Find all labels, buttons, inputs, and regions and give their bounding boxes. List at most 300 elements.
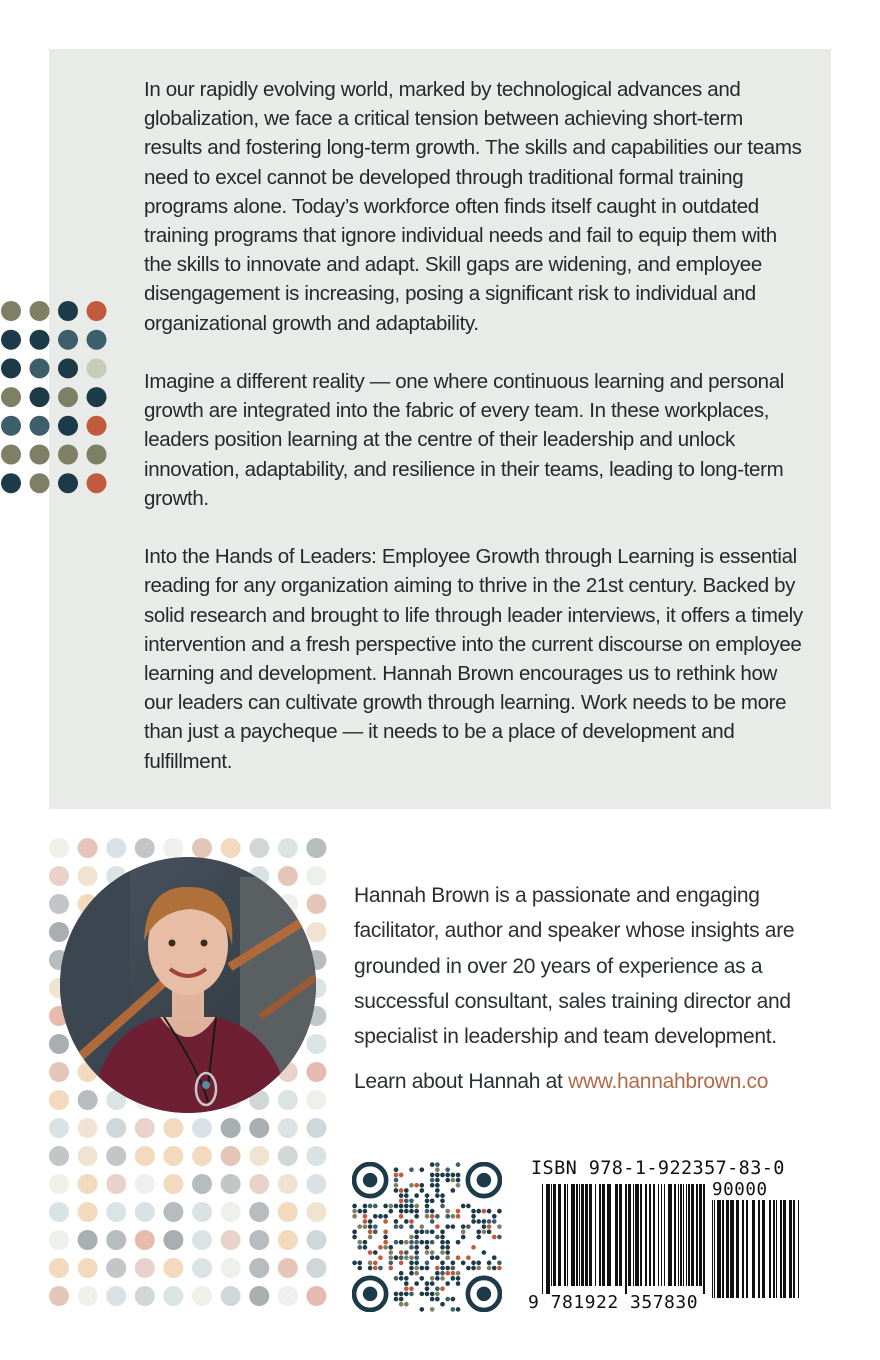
qr-module xyxy=(394,1167,399,1172)
qr-module xyxy=(404,1276,409,1281)
qr-module xyxy=(352,1230,357,1235)
qr-module xyxy=(388,1255,393,1260)
pattern-dot xyxy=(135,1258,155,1278)
pattern-dot xyxy=(306,922,326,942)
qr-module xyxy=(440,1235,445,1240)
pattern-dot xyxy=(221,1118,241,1138)
pattern-dot xyxy=(78,1258,98,1278)
barcode-bar xyxy=(712,1200,713,1298)
qr-module xyxy=(456,1271,461,1276)
qr-module xyxy=(451,1188,456,1193)
qr-module xyxy=(445,1214,450,1219)
grid-dot xyxy=(1,358,21,378)
grid-dot xyxy=(58,387,78,407)
qr-module xyxy=(352,1204,357,1209)
qr-module xyxy=(368,1219,373,1224)
pattern-dot xyxy=(49,894,69,914)
pattern-dot xyxy=(135,1118,155,1138)
qr-module xyxy=(492,1255,497,1260)
qr-module xyxy=(357,1261,362,1266)
qr-module xyxy=(409,1204,414,1209)
barcode-bar xyxy=(567,1184,568,1286)
qr-module xyxy=(414,1250,419,1255)
pattern-dot xyxy=(78,1202,98,1222)
qr-module xyxy=(425,1286,430,1291)
barcode-bar xyxy=(680,1184,682,1286)
qr-module xyxy=(399,1250,404,1255)
grid-dot xyxy=(58,330,78,350)
qr-module xyxy=(414,1193,419,1198)
pattern-dot xyxy=(106,1202,126,1222)
barcode-bar xyxy=(607,1184,611,1286)
qr-module xyxy=(497,1261,502,1266)
barcode-bar xyxy=(581,1184,584,1286)
qr-module xyxy=(456,1307,461,1312)
author-photo xyxy=(60,857,316,1113)
decorative-dot-grid xyxy=(0,300,110,495)
qr-module xyxy=(399,1198,404,1203)
qr-module xyxy=(404,1255,409,1260)
qr-module xyxy=(440,1193,445,1198)
qr-module xyxy=(456,1173,461,1178)
qr-module xyxy=(425,1193,430,1198)
pattern-dot xyxy=(306,1090,326,1110)
pattern-dot xyxy=(135,1230,155,1250)
qr-module xyxy=(383,1235,388,1240)
qr-module xyxy=(492,1266,497,1271)
qr-module xyxy=(487,1209,492,1214)
grid-dot xyxy=(87,387,107,407)
qr-module xyxy=(373,1230,378,1235)
qr-module xyxy=(414,1271,419,1276)
pattern-dot xyxy=(278,866,298,886)
qr-module xyxy=(388,1209,393,1214)
qr-module xyxy=(445,1250,450,1255)
qr-module xyxy=(378,1266,383,1271)
pattern-dot xyxy=(163,1230,183,1250)
qr-module xyxy=(461,1204,466,1209)
qr-module xyxy=(399,1255,404,1260)
qr-module xyxy=(404,1193,409,1198)
qr-module xyxy=(466,1204,471,1209)
pattern-dot xyxy=(192,1146,212,1166)
qr-module xyxy=(409,1183,414,1188)
pattern-dot xyxy=(306,894,326,914)
barcode-bar xyxy=(686,1184,687,1286)
qr-module xyxy=(388,1204,393,1209)
pattern-dot xyxy=(249,1174,269,1194)
qr-module xyxy=(497,1224,502,1229)
qr-module xyxy=(445,1266,450,1271)
qr-module xyxy=(451,1271,456,1276)
qr-module xyxy=(399,1209,404,1214)
pattern-dot xyxy=(163,1174,183,1194)
pattern-dot xyxy=(221,1174,241,1194)
qr-module xyxy=(430,1183,435,1188)
qr-module xyxy=(451,1307,456,1312)
qr-module xyxy=(373,1250,378,1255)
grid-dot xyxy=(58,416,78,436)
qr-module xyxy=(394,1204,399,1209)
qr-module xyxy=(451,1266,456,1271)
barcode-bar xyxy=(653,1184,655,1286)
qr-finder-center xyxy=(477,1173,491,1187)
qr-module xyxy=(414,1214,419,1219)
qr-module xyxy=(430,1276,435,1281)
barcode-bar xyxy=(736,1200,739,1298)
barcode-bar xyxy=(789,1200,792,1298)
pattern-dot xyxy=(249,1258,269,1278)
qr-module xyxy=(409,1286,414,1291)
qr-module xyxy=(497,1266,502,1271)
qr-module xyxy=(399,1302,404,1307)
qr-module xyxy=(388,1261,393,1266)
barcode-bar xyxy=(576,1184,578,1286)
qr-module xyxy=(435,1271,440,1276)
barcode-bar xyxy=(551,1184,552,1286)
qr-module xyxy=(445,1178,450,1183)
qr-module xyxy=(435,1276,440,1281)
blurb-paragraph-1: In our rapidly evolving world, marked by technological advances and globalization, we face a critical tension between achieving short-term results and fostering long-term growth. The skills and capabilities our teams need to excel cannot be developed through traditional formal training programs alone. Today’s workforce often finds itself caught in outdated training programs that ignore individual needs and fail to equip them with the skills to innovate and adapt. Skill gaps are widening, and employee disengagement is increasing, posing a significant risk to individual and organizational growth and adaptability. xyxy=(144,78,802,335)
barcode-bar xyxy=(661,1184,662,1286)
qr-module xyxy=(420,1188,425,1193)
qr-module xyxy=(373,1224,378,1229)
qr-module xyxy=(399,1188,404,1193)
pattern-dot xyxy=(192,1118,212,1138)
qr-module xyxy=(399,1240,404,1245)
qr-module xyxy=(388,1250,393,1255)
barcode-bar xyxy=(664,1184,665,1286)
qr-module xyxy=(425,1204,430,1209)
author-learn-prefix: Learn about Hannah at xyxy=(354,1070,569,1094)
qr-module xyxy=(404,1240,409,1245)
pattern-dot xyxy=(306,1062,326,1082)
qr-module xyxy=(383,1204,388,1209)
qr-module xyxy=(394,1276,399,1281)
pattern-dot xyxy=(106,838,126,858)
pattern-dot xyxy=(106,1286,126,1306)
pattern-dot xyxy=(49,1174,69,1194)
grid-dot xyxy=(30,358,50,378)
qr-module xyxy=(394,1224,399,1229)
grid-dot xyxy=(58,445,78,465)
qr-module xyxy=(430,1292,435,1297)
qr-module xyxy=(425,1266,430,1271)
qr-module xyxy=(440,1173,445,1178)
qr-module xyxy=(435,1224,440,1229)
barcode-bar xyxy=(674,1184,676,1286)
qr-module xyxy=(471,1209,476,1214)
grid-dot xyxy=(30,387,50,407)
qr-finder-center xyxy=(363,1173,377,1187)
qr-module xyxy=(430,1214,435,1219)
qr-module xyxy=(425,1214,430,1219)
qr-module xyxy=(409,1235,414,1240)
qr-module xyxy=(445,1224,450,1229)
grid-dot xyxy=(87,301,107,321)
pattern-dot xyxy=(278,1146,298,1166)
pattern-dot xyxy=(49,922,69,942)
pattern-dot xyxy=(192,1230,212,1250)
pattern-dot xyxy=(278,1230,298,1250)
qr-module xyxy=(409,1255,414,1260)
barcode-bar xyxy=(742,1200,744,1298)
qr-module xyxy=(363,1209,368,1214)
qr-module xyxy=(425,1292,430,1297)
author-bio-text: Hannah Brown is a passionate and engaging facilitator, author and speaker whose insights are grounded in over 20 years of experience as a successful consultant, sales training director and specialist in leadership and team development. xyxy=(354,884,795,1049)
pattern-dot xyxy=(49,1118,69,1138)
qr-module xyxy=(435,1173,440,1178)
qr-module xyxy=(420,1230,425,1235)
qr-module xyxy=(430,1281,435,1286)
qr-module xyxy=(440,1266,445,1271)
author-learn-line xyxy=(354,1064,824,1099)
back-cover-blurb-panel xyxy=(49,49,831,809)
qr-module xyxy=(363,1224,368,1229)
pattern-dot xyxy=(192,1202,212,1222)
barcode-bar xyxy=(571,1184,575,1286)
pattern-dot xyxy=(163,1286,183,1306)
pattern-dot xyxy=(221,1146,241,1166)
qr-module xyxy=(420,1266,425,1271)
pattern-dot xyxy=(49,1286,69,1306)
qr-module xyxy=(394,1240,399,1245)
qr-module xyxy=(404,1204,409,1209)
barcode-bar xyxy=(717,1200,721,1298)
pattern-dot xyxy=(78,1090,98,1110)
qr-module xyxy=(368,1235,373,1240)
qr-module xyxy=(420,1292,425,1297)
qr-module xyxy=(409,1167,414,1172)
qr-module xyxy=(409,1198,414,1203)
qr-module xyxy=(414,1281,419,1286)
qr-finder-center xyxy=(477,1287,491,1301)
qr-module xyxy=(492,1235,497,1240)
qr-module xyxy=(440,1245,445,1250)
qr-module xyxy=(430,1209,435,1214)
qr-module xyxy=(399,1224,404,1229)
qr-module xyxy=(357,1240,362,1245)
qr-module xyxy=(476,1235,481,1240)
barcode-bar xyxy=(668,1184,672,1286)
pattern-dot xyxy=(192,1286,212,1306)
pattern-dot xyxy=(49,1202,69,1222)
pattern-dot xyxy=(135,1174,155,1194)
qr-module xyxy=(409,1271,414,1276)
pattern-dot xyxy=(249,1230,269,1250)
barcode-bar xyxy=(599,1184,601,1286)
pattern-dot xyxy=(192,838,212,858)
grid-dot xyxy=(87,473,107,493)
barcode-bar xyxy=(553,1184,556,1286)
pattern-dot xyxy=(306,1118,326,1138)
pattern-dot xyxy=(278,1202,298,1222)
barcode-bar xyxy=(683,1184,684,1286)
qr-module xyxy=(435,1188,440,1193)
qr-module xyxy=(409,1261,414,1266)
qr-module xyxy=(487,1224,492,1229)
pattern-dot xyxy=(306,838,326,858)
qr-code xyxy=(352,1162,502,1312)
qr-module xyxy=(435,1193,440,1198)
qr-module xyxy=(394,1255,399,1260)
pattern-dot xyxy=(106,1258,126,1278)
qr-module xyxy=(497,1209,502,1214)
qr-module xyxy=(435,1266,440,1271)
pattern-dot xyxy=(249,1286,269,1306)
barcode-bar xyxy=(602,1184,605,1286)
qr-module xyxy=(373,1266,378,1271)
grid-dot xyxy=(1,387,21,407)
pattern-dot xyxy=(49,1230,69,1250)
qr-module xyxy=(440,1302,445,1307)
barcode-bar xyxy=(625,1184,627,1294)
barcode-bar xyxy=(798,1200,799,1298)
qr-module xyxy=(394,1188,399,1193)
qr-module xyxy=(482,1250,487,1255)
qr-module xyxy=(430,1162,435,1167)
qr-module xyxy=(363,1204,368,1209)
pattern-dot xyxy=(306,1202,326,1222)
qr-module xyxy=(378,1245,383,1250)
qr-module xyxy=(357,1209,362,1214)
barcode-bar xyxy=(746,1200,748,1298)
barcode-bar xyxy=(773,1200,775,1298)
barcode-bar xyxy=(658,1184,659,1286)
qr-module xyxy=(414,1230,419,1235)
grid-dot xyxy=(30,445,50,465)
qr-module xyxy=(461,1235,466,1240)
qr-module xyxy=(445,1173,450,1178)
blurb-paragraph-3: Into the Hands of Leaders: Employee Growth through Learning is essential reading for any organization aiming to thrive in the 21st century. Backed by solid research and brought to life through leader interviews, it offers a timely intervention and a fresh perspective into the current discourse on employee learning and development. Hannah Brown encourages us to rethink how our leaders can cultivate growth through learning. Work needs to be more than just a paycheque — it needs to be a place of development and fulfillment. xyxy=(144,545,803,773)
qr-module xyxy=(420,1240,425,1245)
qr-module xyxy=(357,1245,362,1250)
qr-module xyxy=(399,1193,404,1198)
qr-module xyxy=(471,1266,476,1271)
pattern-dot xyxy=(135,1146,155,1166)
pattern-dot xyxy=(49,866,69,886)
grid-dot xyxy=(87,416,107,436)
qr-module xyxy=(363,1219,368,1224)
barcode-bar xyxy=(762,1200,765,1298)
qr-module xyxy=(404,1302,409,1307)
qr-module xyxy=(430,1178,435,1183)
barcode-bar xyxy=(619,1184,622,1286)
pattern-dot xyxy=(78,1118,98,1138)
qr-module xyxy=(357,1224,362,1229)
qr-module xyxy=(414,1255,419,1260)
qr-module xyxy=(456,1178,461,1183)
pattern-dot xyxy=(78,838,98,858)
author-website-link[interactable]: www.hannahbrown.co xyxy=(568,1070,769,1094)
qr-module xyxy=(399,1292,404,1297)
qr-module xyxy=(440,1230,445,1235)
pattern-dot xyxy=(221,1286,241,1306)
barcode-bar xyxy=(678,1184,679,1286)
qr-module xyxy=(471,1219,476,1224)
qr-module xyxy=(388,1266,393,1271)
pattern-dot xyxy=(278,1286,298,1306)
qr-module xyxy=(476,1230,481,1235)
qr-module xyxy=(420,1276,425,1281)
pattern-dot xyxy=(163,1258,183,1278)
pattern-dot xyxy=(106,1230,126,1250)
qr-module xyxy=(430,1255,435,1260)
qr-module xyxy=(476,1261,481,1266)
qr-module xyxy=(461,1261,466,1266)
barcode-bar xyxy=(703,1184,705,1294)
barcode-bar xyxy=(722,1200,724,1298)
qr-module xyxy=(445,1271,450,1276)
qr-module xyxy=(373,1214,378,1219)
qr-module xyxy=(456,1281,461,1286)
qr-module xyxy=(373,1204,378,1209)
barcode-bar xyxy=(752,1200,755,1298)
ean-bars xyxy=(542,1184,707,1294)
qr-module xyxy=(451,1214,456,1219)
qr-module xyxy=(440,1250,445,1255)
pattern-dot xyxy=(78,1230,98,1250)
barcode-bar xyxy=(758,1200,760,1298)
qr-module xyxy=(378,1255,383,1260)
qr-module xyxy=(430,1250,435,1255)
pattern-dot xyxy=(49,1062,69,1082)
qr-module xyxy=(425,1209,430,1214)
qr-module xyxy=(435,1178,440,1183)
barcode-bar xyxy=(546,1184,550,1294)
qr-module xyxy=(456,1276,461,1281)
qr-module xyxy=(368,1250,373,1255)
barcode-bar xyxy=(615,1184,618,1286)
qr-module xyxy=(388,1245,393,1250)
pattern-dot xyxy=(49,1258,69,1278)
pattern-dot xyxy=(135,1286,155,1306)
qr-module xyxy=(383,1219,388,1224)
qr-module xyxy=(394,1178,399,1183)
qr-module xyxy=(456,1214,461,1219)
grid-dot xyxy=(1,301,21,321)
qr-module xyxy=(383,1240,388,1245)
author-bio xyxy=(354,878,824,1110)
qr-module xyxy=(482,1230,487,1235)
qr-module xyxy=(445,1255,450,1260)
qr-module xyxy=(399,1271,404,1276)
qr-module xyxy=(435,1162,440,1167)
barcode-bar xyxy=(688,1184,690,1286)
barcode-bar xyxy=(558,1184,561,1286)
qr-module xyxy=(352,1209,357,1214)
qr-module xyxy=(414,1261,419,1266)
qr-module xyxy=(409,1240,414,1245)
qr-module xyxy=(440,1261,445,1266)
barcode-bar xyxy=(640,1184,642,1286)
qr-module xyxy=(445,1240,450,1245)
qr-module xyxy=(420,1167,425,1172)
qr-module xyxy=(414,1209,419,1214)
grid-dot xyxy=(87,358,107,378)
qr-module xyxy=(435,1235,440,1240)
pattern-dot xyxy=(49,1034,69,1054)
grid-dot xyxy=(58,473,78,493)
pattern-dot xyxy=(135,838,155,858)
qr-module xyxy=(414,1235,419,1240)
qr-module xyxy=(461,1224,466,1229)
qr-module xyxy=(425,1240,430,1245)
pattern-dot xyxy=(163,1146,183,1166)
qr-module xyxy=(440,1271,445,1276)
qr-module xyxy=(404,1292,409,1297)
barcode-bar xyxy=(645,1184,647,1286)
